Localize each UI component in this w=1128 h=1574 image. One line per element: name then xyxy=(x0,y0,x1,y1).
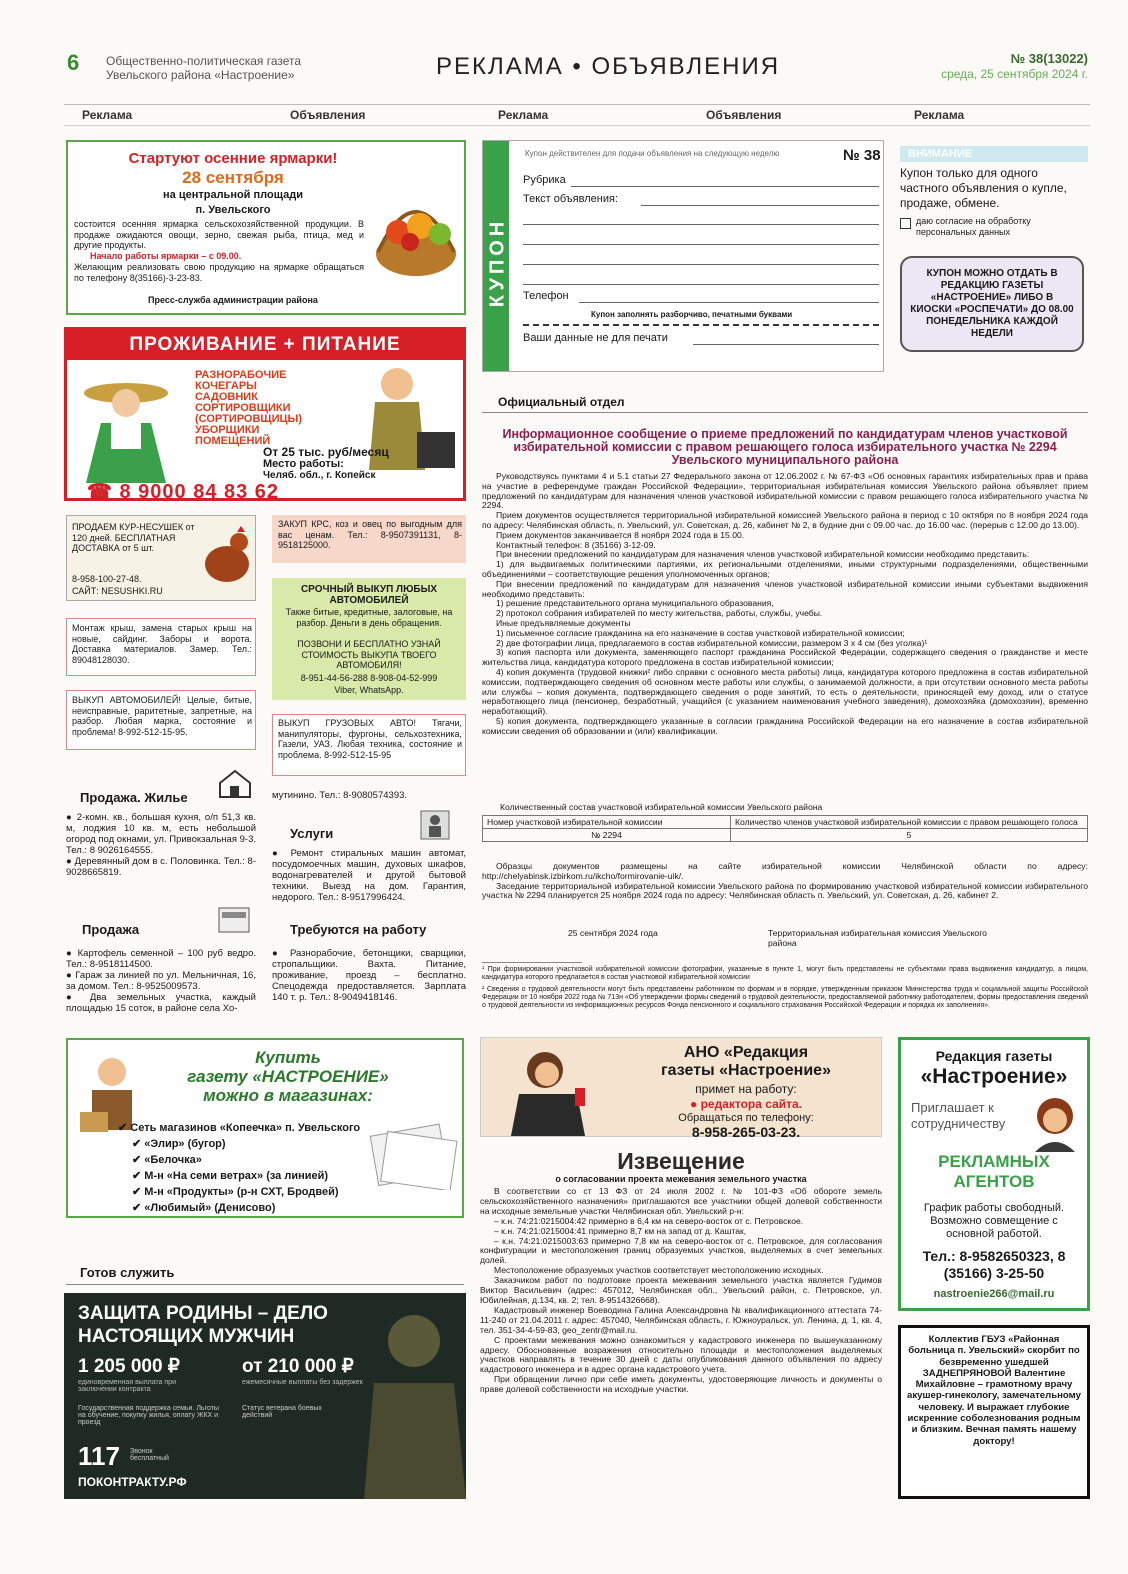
check-icon: ✔ xyxy=(132,1186,145,1198)
cars-call: ПОЗВОНИ И БЕСПЛАТНО УЗНАЙ СТОИМОСТЬ ВЫКУПА ТВОЕГО АВТОМОБИЛЯ! xyxy=(297,639,441,670)
editor-ad xyxy=(480,1037,882,1140)
fair-body: состоится осенняя ярмарка сельскохозяйственной продукции. В продаже ожидаются овощи, зерно, свежая рыба, птица, мед и другие продукты. xyxy=(74,219,364,250)
official-paragraph: 5) копия документа, подтверждающего указанные в согласии гражданина Российской Федерации на его назначение в состав избирательной комиссии сведения об образовании и (или) квалификации. xyxy=(482,715,1088,736)
listing-item: ● Картофель семенной – 100 руб ведро. Тел.: 8-9518114500. xyxy=(66,948,256,970)
appliance-icon xyxy=(218,904,250,934)
sale-title: Продажа xyxy=(82,922,140,937)
jobs-item: КОЧЕГАРЫ xyxy=(195,380,257,392)
jobs-pay: От 25 тыс. руб/месяц xyxy=(263,445,389,459)
agents-ad xyxy=(898,1037,1090,1311)
buy-paper-title2: газету «НАСТРОЕНИЕ» xyxy=(187,1067,389,1086)
attention-label: ВНИМАНИЕ xyxy=(900,146,1088,162)
fair-ad xyxy=(66,140,466,315)
rubric-1: Реклама xyxy=(82,108,133,122)
shop-list xyxy=(118,1120,360,1216)
army-phone-note: Звонок бесплатный xyxy=(130,1448,169,1462)
editor-contact: Обращаться по телефону: xyxy=(678,1112,814,1124)
cars-phones: 8-951-44-56-288 8-908-04-52-999 xyxy=(300,673,438,683)
notice-paragraph: – к.н. 74:21:0215003:63 примерно 7,8 км на северо-восток от с. Петровское, для согласования конфигурации и местоположения границ образуемых участков, выделяемых в счет земельных долей. xyxy=(480,1235,882,1266)
services-title: Услуги xyxy=(290,826,334,841)
official-paragraph: Прием документов осуществляется территориальной избирательной комиссией Увельского района в период с 10 октября по 8 ноября 2024 года по адресу: Челябинская область, п. Увельский, ул. Советская, д. 26, кабинет № 2, в будние дни с 09.00 час. до 16.00 час. (перерыв с 12.00 до 13.00). xyxy=(482,510,1088,530)
jobs-ad xyxy=(64,327,466,501)
table-header-cell: Количество членов участковой избирательной комиссии с правом решающего голоса xyxy=(731,816,1088,829)
notice-paragraph: В соответствии со ст 13 ФЗ от 24 июля 2002 г. № 101-ФЗ «Об обороте земель сельскохозяйственного назначения» приглашаются все участники общей долевой собственности на исходные земельные участки Челябинская обл. Увельский р-н: xyxy=(480,1186,882,1216)
coupon-fill-note: Купон заполнять разборчиво, печатными буквами xyxy=(591,310,793,319)
agents-role1: РЕКЛАМНЫХ xyxy=(938,1152,1050,1171)
notice-paragraph: Местоположение образуемых участков соответствует местоположению исходных. xyxy=(494,1265,824,1276)
jobs-item: САДОВНИК xyxy=(195,391,258,403)
shop-item: ✔ М-н «На семи ветрах» (за линией) xyxy=(132,1170,329,1182)
rubric-4: Объявления xyxy=(706,108,782,122)
shop-item: ✔ М-н «Продукты» (р-н СХТ, Бродвей) xyxy=(132,1186,339,1198)
coupon-form xyxy=(482,140,884,372)
check-icon: ✔ xyxy=(132,1154,145,1166)
notice-title: Извещение xyxy=(617,1148,745,1174)
check-icon: ✔ xyxy=(118,1122,131,1134)
phone-label: Телефон xyxy=(523,290,569,302)
official-paragraph: Заседание территориальной избирательной комиссии Увельского района по формированию участковой избирательной комиссии избирательного участка № 2294 планируется 25 ноября 2024 года по адресу: Челябинская область п. Увельский, ул. Советская, д. 26, кабинет 2. xyxy=(482,880,1088,901)
rubric-field[interactable] xyxy=(571,175,879,187)
agents-role2: АГЕНТОВ xyxy=(953,1172,1035,1191)
soldier-illustration xyxy=(354,1293,466,1499)
agents-phones: Тел.: 8-9582650323, 8 (35166) 3-25-50 xyxy=(922,1248,1066,1281)
coupon-deliver-info: КУПОН МОЖНО ОТДАТЬ В РЕДАКЦИЮ ГАЗЕТЫ «НАСТРОЕНИЕ» ЛИБО В КИОСКИ «РОСПЕЧАТИ» ДО 08.00 ПОНЕДЕЛЬНИКА КАЖДОЙ НЕДЕЛИ xyxy=(900,256,1084,352)
rubric-bar xyxy=(64,104,1090,126)
krs-text: ЗАКУП КРС, коз и овец по выгодным для вас ценам. Тел.: 8-9507391131, 8-9518125000. xyxy=(278,519,462,550)
official-paragraph: 2) протокол собрания избирателей по месту жительства, работы, службы, учебы. xyxy=(496,608,823,619)
table-cell: 5 xyxy=(731,829,1088,842)
trucks-text: ВЫКУП ГРУЗОВЫХ АВТО! Тягачи, манипуляторы, фургоны, сельхозтехника, Газели, УАЗ. Любая техника, состояние и проблема. 8-992-512-15-95 xyxy=(278,718,462,760)
rubric-3: Реклама xyxy=(498,108,549,122)
phone-icon: ☎ xyxy=(87,481,120,503)
woman-gardener-illustration xyxy=(71,363,191,485)
ad-text-label: Текст объявления: xyxy=(523,193,618,205)
official-paragraph: При внесении предложений по кандидатурам для назначения членов участковой избирательной комиссии необходимо представить: xyxy=(496,549,1030,560)
footnote-2: ² Сведения о трудовой деятельности могут быть представлены работником по формам и в порядке, утвержденным приказом Министерства труда и социальной защиты Российской Федерации от 10 ноября 2022 года № 713н «Об утверждении формы сведений о трудовой деятельности, предоставляемой работнику работодателем, формы предоставления сведений о трудовой деятельности из информационных ресурсов Фонда пенсионного и социального страхования Российской Федерации и порядка их заполнения». xyxy=(482,986,1088,1009)
agents-title1: Редакция газеты xyxy=(935,1048,1053,1064)
fair-start: Начало работы ярмарки – с 09.00. xyxy=(90,251,242,261)
check-icon: ✔ xyxy=(132,1138,145,1150)
official-sign-date: 25 сентября 2024 года xyxy=(568,928,658,938)
attention-text: Купон только для одного частного объявления о купле, продаже, обмене. xyxy=(900,166,1067,210)
table-row xyxy=(483,829,1088,842)
roof-text: Монтаж крыш, замена старых крыш на новые, сайдинг. Заборы и ворота. Доставка материалов. Замер. Тел.: 89048128030. xyxy=(72,623,252,665)
official-sign-org: Территориальная избирательная комиссия Увельского района xyxy=(768,928,987,948)
commission-table xyxy=(482,815,1088,842)
agents-schedule: График работы свободный. Возможно совмещение с основной работой. xyxy=(923,1202,1065,1240)
check-icon: ✔ xyxy=(132,1202,145,1214)
krs-ad xyxy=(272,515,466,563)
notice-paragraph: При обращении лично при себе иметь документы, удостоверяющие личность и документы о праве долевой собственности на исходные участки. xyxy=(480,1374,882,1395)
fair-place2: п. Увельского xyxy=(195,204,271,216)
fair-sign: Пресс-служба администрации района xyxy=(148,295,318,305)
check-icon: ✔ xyxy=(132,1170,145,1182)
notice-paragraph: С проектами межевания можно ознакомиться у кадастрового инженера по вышеуказанному адресу. Обоснованные возражения относительно площади и местоположения выделяемых участков направлять в течение 30 дней с даты опубликования данного объявления по адресу кадастрового инженера и в адрес органа кадастрового учета. xyxy=(480,1334,882,1375)
vegetable-basket-icon xyxy=(368,182,463,282)
table-caption: Количественный состав участковой избирательной комиссии Увельского района xyxy=(500,802,823,812)
official-paragraph: Образцы документов размещены на сайте избирательной комиссии Челябинской области по адресу: http://chelyabinsk.izbirkom.ru/ikcho/formirovanie-uik/. xyxy=(482,861,1088,881)
services-list xyxy=(272,848,466,903)
jobs-list xyxy=(195,370,302,447)
official-paragraph: 2) две фотографии лица, предлагаемого в состав избирательной комиссии, размером 3 х 4 см (без уголка)¹ xyxy=(496,637,928,648)
rubric-label: Рубрика xyxy=(523,174,566,186)
official-paragraph: 1) письменное согласие гражданина на его назначение в состав участковой избирательной комиссии; xyxy=(496,627,905,638)
official-body xyxy=(482,472,1088,737)
buycars-text: ВЫКУП АВТОМОБИЛЕЙ! Целые, битые, неисправные, раритетные, запретные, на разбор. Любая марка, состояние и проблема! 8-992-512-15-95. xyxy=(72,695,252,737)
ad-text-line[interactable] xyxy=(523,253,879,265)
editor-title2: газеты «Настроение» xyxy=(661,1062,831,1079)
agents-title2: «Настроение» xyxy=(920,1065,1068,1088)
ready-title: Готов служить xyxy=(80,1265,175,1280)
army-phone: 117 xyxy=(78,1441,120,1471)
reporter-illustration xyxy=(485,1040,605,1136)
notice-paragraph: – к.н. 74:21:0215004:41 примерно 8,7 км на запад от д. Каштак, xyxy=(494,1225,747,1236)
coupon-vertical-label: КУПОН xyxy=(486,217,509,308)
publisher-line2: Увельского района «Настроение» xyxy=(106,68,295,82)
cars-ad xyxy=(272,578,466,700)
listing-item: ● 2-комн. кв., большая кухня, о/п 51,3 кв. м, лоджия 10 кв. м, есть небольшой огород под окнами, ул. Привокзальная 9-3. Тел.: 8 9026164555. xyxy=(66,812,256,856)
buy-paper-ad xyxy=(66,1038,464,1218)
jobs-item: ПОМЕЩЕНИЙ xyxy=(195,435,271,447)
army-sum2: от 210 000 ₽ xyxy=(242,1356,354,1377)
jobs-item: (СОРТИРОВЩИЦЫ) xyxy=(195,413,302,425)
shop-item: ✔ Сеть магазинов «Копеечка» п. Увельского xyxy=(118,1122,361,1134)
shop-item: ✔ «Элир» (бугор) xyxy=(132,1138,226,1150)
fair-date: 28 сентября xyxy=(182,168,284,187)
jobs-item: РАЗНОРАБОЧИЕ xyxy=(195,369,287,381)
buy-paper-title3: можно в магазинах: xyxy=(203,1086,373,1105)
ad-text-field[interactable] xyxy=(641,194,879,206)
agents-email: nastroenie266@mail.ru xyxy=(933,1288,1055,1300)
housing-title: Продажа. Жилье xyxy=(80,790,188,805)
chickens-ad xyxy=(66,515,256,601)
jobs-place: Челяб. обл., г. Копейск xyxy=(263,470,376,481)
listing-item: ● Разнорабочие, бетонщики, сварщики, стропальщики. Вахта. Питание, проживание, проезд – бесплатно. Спецодежда предоставляется. Зарплата 140 т. р. Тел.: 8-9049418146. xyxy=(272,948,466,1003)
ad-text-line[interactable] xyxy=(523,213,879,225)
cars-messengers: Viber, WhatsApp. xyxy=(334,685,404,695)
woman-avatar-illustration xyxy=(1025,1092,1085,1152)
listing-item: ● Деревянный дом в с. Половинка. Тел.: 8-9028665819. xyxy=(66,856,256,878)
editor-position: ● редактора сайта. xyxy=(689,1097,803,1111)
notice-paragraph: – к.н. 74:21:0215004:42 примерно в 6,4 км на северо-восток от с. Петровское. xyxy=(494,1215,804,1226)
shop-item: ✔ «Белочка» xyxy=(132,1154,202,1166)
consent-checkbox[interactable] xyxy=(900,218,911,229)
private-data-label: Ваши данные не для печати xyxy=(523,332,668,344)
repairman-icon xyxy=(420,810,450,840)
mutino-text: мутинино. Тел.: 8-9080574393. xyxy=(272,790,408,801)
shop-item: ✔ «Любимый» (Денисово) xyxy=(132,1202,276,1214)
army-sum1: 1 205 000 ₽ xyxy=(78,1356,180,1377)
official-title: Информационное сообщение о приеме предложений по кандидатурам членов участковой избирательной комиссии с правом решающего голоса избирательного участка № 2294 Увельского муниципального района xyxy=(502,427,1068,467)
official-paragraph: Контактный телефон: 8 (35166) 3-12-09. xyxy=(496,539,656,550)
chickens-text: ПРОДАЕМ КУР-НЕСУШЕК от 120 дней. БЕСПЛАТНАЯ ДОСТАВКА от 5 шт. xyxy=(72,522,195,553)
chickens-phone: 8-958-100-27-48. xyxy=(72,574,142,584)
editor-title1: АНО «Редакция xyxy=(683,1044,809,1061)
issue-date: среда, 25 сентября 2024 г. xyxy=(941,67,1088,81)
rubric-5: Реклама xyxy=(914,108,965,122)
notice-paragraph: Заказчиком работ по подготовке проекта межевания земельного участка является Гудимов Виктор Васильевич (адрес: 457012, Челябинская обл., Увельский район, с. Петровское, ул. Юбилейная, д.134, кв. 2; тел. 8-9514326668). xyxy=(480,1275,882,1305)
notice-body xyxy=(480,1187,882,1395)
listing-item: ● Ремонт стиральных машин автомат, посудомоечных машин, духовых шкафов, водонагревателей и другой бытовой техники. Выезд на дом. Гарантия, недорого. Тел.: 8-9517996424. xyxy=(272,848,466,903)
hen-icon xyxy=(199,524,253,590)
table-header-row xyxy=(483,816,1088,829)
official-paragraph: 1) для выдвигаемых политическими партиями, их региональными отделениями, иными структурными подразделениями, общественными объединениями – соответствующие решения уполномоченных органов; xyxy=(482,559,1088,579)
notice-paragraph: Кадастровый инженер Воеводина Галина Александровна № квалификационного аттестата 74-11-240 от 21.04.2011 г. адрес: 457040, Челябинская область, г. Южноуральск, ул. Ленина, д. 1, кв. 4, тел. 351-34-4-59-83, geo_zentr@mail.ru. xyxy=(480,1304,882,1335)
official-paragraph: Руководствуясь пунктами 4 и 5.1 статьи 27 Федерального закона от 12.06.2002 г. № 67-ФЗ «Об основных гарантиях избирательных прав и права на участие в референдуме граждан Российской Федерации», территориальная избирательная комиссия Увельского района объявляет прием предложений по кандидатурам для назначения членов участковой избирательной комиссии с правом решающего голоса избирательного участка № 2294. xyxy=(482,471,1088,511)
listing-item: ● Гараж за линией по ул. Мельничная, 16, за домом. Тел.: 8-9525009573. xyxy=(66,970,256,992)
official-paragraph: 1) решение представительного органа муниципального образования, xyxy=(496,598,774,609)
buy-paper-title1: Купить xyxy=(255,1048,321,1067)
roof-ad xyxy=(66,618,256,676)
jobs-place-label: Место работы: xyxy=(263,458,344,470)
issue-number: № 38(13022) xyxy=(1010,51,1088,66)
editor-phone: 8-958-265-03-23. xyxy=(691,1124,801,1140)
house-icon xyxy=(218,769,252,799)
divider xyxy=(66,1284,464,1285)
fair-title: Стартуют осенние ярмарки! xyxy=(128,150,338,167)
official-after xyxy=(482,862,1088,901)
table-header-cell: Номер участковой избирательной комиссии xyxy=(483,816,731,829)
obituary xyxy=(898,1325,1090,1499)
jobs-item: СОРТИРОВЩИКИ xyxy=(195,402,291,414)
newspaper-stack-illustration xyxy=(368,1120,460,1190)
cars-body: Также битые, кредитные, залоговые, на разбор. Деньги в день обращения. xyxy=(285,607,453,628)
divider xyxy=(482,412,1088,413)
coupon-number: № 38 xyxy=(843,147,881,164)
sale-list xyxy=(66,948,256,1014)
cars-title: СРОЧНЫЙ ВЫКУП ЛЮБЫХ АВТОМОБИЛЕЙ xyxy=(300,584,438,606)
table-cell: № 2294 xyxy=(483,829,731,842)
jobs-item: УБОРЩИКИ xyxy=(195,424,260,436)
listing-item: ● Два земельных участка, каждый площадью 15 соток, в районе села Хо- xyxy=(66,992,256,1014)
ad-text-line[interactable] xyxy=(523,233,879,245)
fair-wish: Желающим реализовать свою продукцию на ярмарке обращаться по телефону 8(35166)-3-23-83. xyxy=(74,262,364,283)
official-paragraph: 3) копия паспорта или документа, заменяющего паспорт гражданина Российской Федерации, содержащего сведения о гражданстве и месте жительства лица, кандидатура которого предложена в состав избирательной комиссии; xyxy=(482,647,1088,668)
buycars-ad xyxy=(66,690,256,750)
obituary-text: Коллектив ГБУЗ «Районная больница п. Увельский» скорбит по безвременно ушедшей ЗАДНЕПРЯНОВОЙ Валентине Михайловне – грамотному врачу акушер-гинекологу, замечательному человеку. И выражает глубокие искренние соболезнования родным и близким. Вечная память нашему доктору! xyxy=(907,1334,1081,1447)
section-title: РЕКЛАМА • ОБЪЯВЛЕНИЯ xyxy=(436,53,781,80)
ad-text-line[interactable] xyxy=(523,273,879,285)
jobs-phone: ☎ 8 9000 84 83 62 xyxy=(87,481,280,503)
official-paragraph: 4) копия документа (трудовой книжки² либо справки с основного места работы) лица, кандидатура которого предложена в состав избирательной комиссии, подтверждающего сведения об основном месте работы или службы, о занимаемой должности, а при отсутствии основного места работы или службы – копия документа, подтверждающего сведения о роде занятий, то есть о деятельности, приносящей ему доход, или о статусе неработающего лица (пенсионер, безработный, учащийся (с указанием наименования учебного заведения), домохозяйка (домохозяин), временно неработающий). xyxy=(482,666,1088,717)
consent-label: даю согласие на обработку персональных данных xyxy=(916,216,1031,237)
work-title: Требуются на работу xyxy=(290,922,427,937)
agents-invites: Приглашает к сотрудничеству xyxy=(911,1100,1006,1131)
official-section-title: Официальный отдел xyxy=(498,395,625,409)
publisher-line1: Общественно-политическая газета xyxy=(106,54,302,68)
official-paragraph: При внесении предложений по кандидатурам для назначения членов участковой избирательной комиссии иными субъектами выдвижения необходимо представить: xyxy=(482,578,1088,599)
army-title1: ЗАЩИТА РОДИНЫ – ДЕЛО xyxy=(78,1303,328,1324)
army-sum2-note: ежемесячные выплаты без задержек xyxy=(242,1379,363,1386)
army-benefits: Государственная поддержка семьи. Льготы на обучение, покупку жилья, оплату ЖКХ и проезд xyxy=(78,1405,219,1426)
footnote-1: ¹ При формировании участковой избирательной комиссии фотографии, указанные в пункте 1, могут быть представлены не субъектами права выдвижения кандидатур, а лицом, кандидатура которого предлагается в состав участковой избирательной комиссии xyxy=(482,966,1088,981)
editor-accepts: примет на работу: xyxy=(695,1082,797,1096)
rubric-2: Объявления xyxy=(290,108,366,122)
fair-place1: на центральной площади xyxy=(163,189,303,201)
notice-subtitle: о согласовании проекта межевания земельного участка xyxy=(555,1174,807,1184)
divider xyxy=(482,962,582,963)
work-list xyxy=(272,948,466,1003)
phone-field[interactable] xyxy=(579,291,879,303)
cut-line xyxy=(523,324,879,326)
official-paragraph: Иные предъявляемые документы xyxy=(496,617,631,628)
trucks-ad xyxy=(272,714,466,776)
army-sum1-note: единовременная выплата при заключении контракта xyxy=(78,1379,176,1393)
coupon-validity: Купон действителен для подачи объявления на следующую неделю xyxy=(525,149,780,158)
private-data-field[interactable] xyxy=(693,333,879,345)
army-status: Статус ветерана боевых действий xyxy=(242,1405,322,1419)
army-site: ПОКОНТРАКТУ.РФ xyxy=(78,1475,187,1489)
jobs-title: ПРОЖИВАНИЕ + ПИТАНИЕ xyxy=(67,330,463,360)
army-ad xyxy=(64,1293,466,1499)
housing-list xyxy=(66,812,256,878)
page-number: 6 xyxy=(67,50,80,75)
official-paragraph: Прием документов заканчивается 8 ноября 2024 года в 15.00. xyxy=(496,529,745,540)
chickens-site: САЙТ: NESUSHKI.RU xyxy=(72,586,163,596)
army-title2: НАСТОЯЩИХ МУЖЧИН xyxy=(78,1326,295,1347)
